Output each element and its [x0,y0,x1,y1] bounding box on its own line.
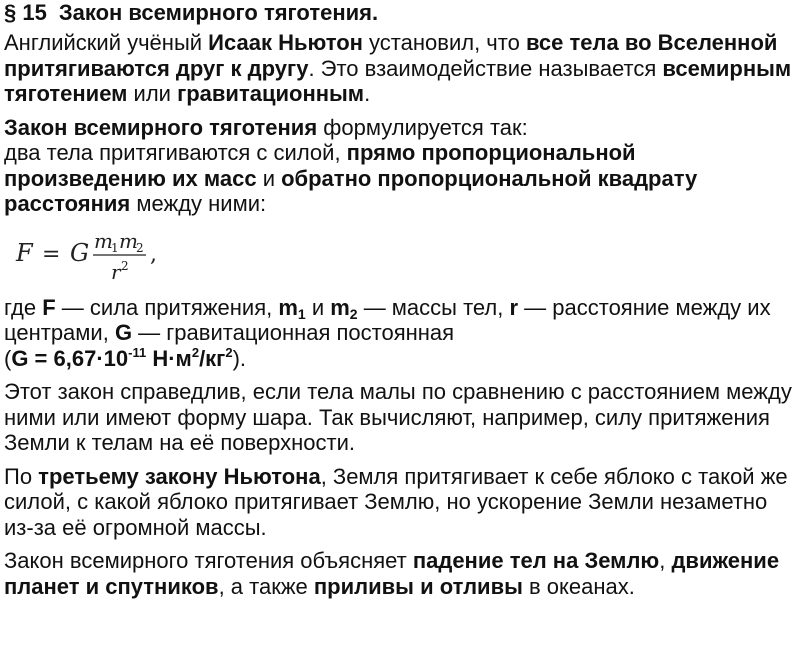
formula-distance: r [111,259,121,284]
law-paragraph [4,115,798,217]
text-run: ). [232,345,247,371]
text-run: или [127,81,178,106]
text-run: ( [4,345,12,371]
formula-mass-2: m [119,228,138,253]
text-run: . [364,81,371,106]
bold-run: Закон всемирного тяготения [4,114,318,140]
unit-exponent-m: 2 [191,344,200,360]
formula-force: F [16,238,33,267]
text-run: два тела притягиваются с силой, [4,140,347,165]
subscript-1: 1 [297,305,306,322]
constant-unit-kg: /кг [199,345,226,371]
text-run: — гравитационная постоянная [132,320,455,345]
bold-run: прямо пропорциональной произведению их масс [4,140,636,191]
text-run: . Это взаимодействие называется [308,55,663,81]
formula-index-2: 2 [136,240,144,255]
phenomena-paragraph [4,548,798,599]
constant-unit-nm: Н·м [146,345,192,371]
bold-run: обратно пропорциональной квадрату расстояния [4,165,698,216]
formula-graphic [10,217,210,295]
symbol-constant: G [114,320,133,345]
formula-index-1: 1 [111,240,119,255]
formula-equals: = [42,241,61,267]
bold-run: все тела во Вселенной притягиваются друг к другу [4,30,778,81]
gravitation-formula [4,217,798,295]
section-number: § 15 [4,0,47,25]
text-run: Английский учёный [4,30,209,55]
symbol-distance: r [509,294,519,320]
bold-run: третьему закону Ньютона [38,463,321,489]
constant-exponent: -11 [128,344,147,360]
formula-constant: G [70,238,90,267]
bold-run: падение тел на Землю [412,548,660,573]
text-run: , Земля притягивает к себе яблоко с такой же силой, с какой яблоко притягивает Землю, но ускорение Земли незаметно из-за её огромной массы. [4,463,788,540]
text-run: , а также [218,573,314,599]
subscript-2: 2 [349,305,358,322]
text-run: формулируется так: [317,114,528,140]
formula-power: 2 [121,258,129,273]
textbook-page [4,0,798,599]
text-run: По [4,463,39,489]
bold-run: движение планет и спутников [4,548,780,599]
symbol-force: F [42,294,56,320]
text-run: где [4,294,43,320]
text-run: — массы тел, [357,294,510,320]
text-run: — сила притяжения, [55,294,279,320]
bold-run: гравитационным [177,81,365,106]
symbol-mass-2: m [330,294,350,320]
section-title: Закон всемирного тяготения. [58,0,379,25]
text-run: , [659,548,672,573]
constant-value [4,346,246,371]
variables-paragraph [4,295,798,372]
text-run: между ними: [130,191,267,216]
formula-mass-1: m [94,228,113,253]
unit-exponent-kg: 2 [225,344,233,360]
text-run: — расстояние между их центрами, [4,294,771,345]
text-run: и [305,294,331,320]
text-run: Закон всемирного тяготения объясняет [4,548,413,573]
text-run: и [256,165,282,191]
intro-paragraph [4,30,798,107]
bold-run: приливы и отливы [313,573,523,599]
bold-run: всемирным тяготением [4,55,792,106]
formula-comma: , [150,241,157,267]
section-heading [4,0,798,26]
bold-run: Исаак Ньютон [208,30,363,55]
text-run: установил, что [362,30,526,55]
constant-mantissa: G = 6,67·10 [11,345,129,371]
text-run: в океанах. [522,573,635,599]
symbol-mass-1: m [278,294,298,320]
validity-paragraph: Этот закон справедлив, если тела малы по сравнению с расстоянием между ними или имеют форму шара. Так вычисляют, например, силу притяжения Земли к телам на её поверхности. [4,379,792,455]
third-law-paragraph [4,464,798,541]
